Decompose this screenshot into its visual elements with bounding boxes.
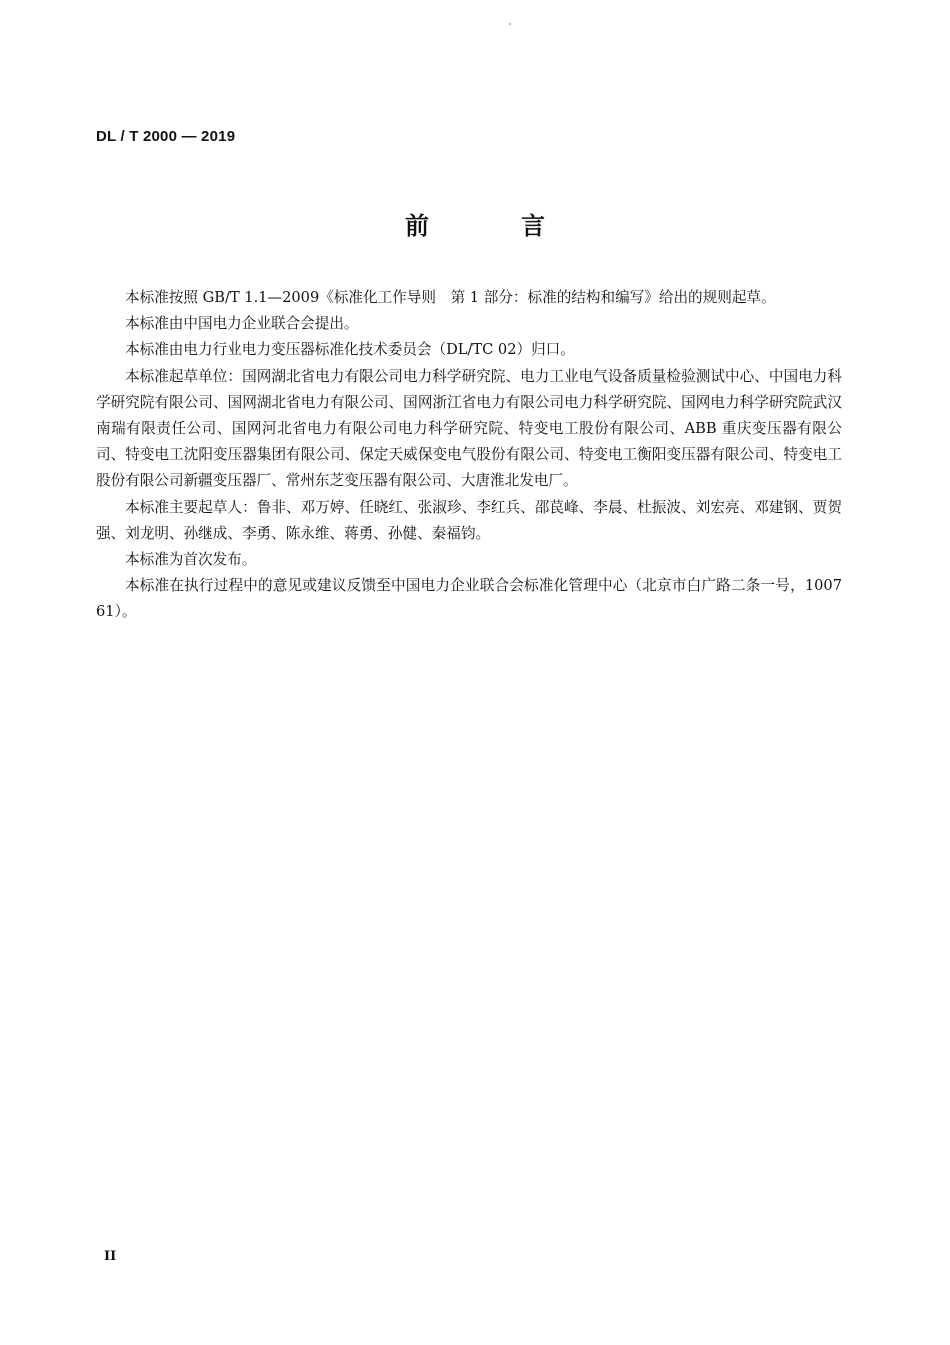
foreword-body [96, 285, 842, 626]
foreword-title: 前 言 [405, 212, 579, 240]
page-number: II [104, 1249, 117, 1264]
paragraph-main-drafters: 本标准主要起草人：鲁非、邓万婷、任晓红、张淑珍、李红兵、邵苠峰、李晨、杜振波、刘宏亮、邓建钢、贾贺强、刘龙明、孙继成、李勇、陈永维、蒋勇、孙健、秦福钧。 [96, 498, 842, 542]
paragraph-feedback: 本标准在执行过程中的意见或建议反馈至中国电力企业联合会标准化管理中心（北京市白广路二条一号，100761）。 [96, 577, 842, 621]
paragraph-proposer: 本标准由中国电力企业联合会提出。 [125, 315, 359, 333]
standard-number-header: DL / T 2000 — 2019 [96, 128, 236, 145]
paragraph-drafting-rules: 本标准按照 GB/T 1.1—2009《标准化工作导则 第 1 部分：标准的结构和编写》给出的规则起草。 [125, 289, 776, 306]
paragraph-technical-committee: 本标准由电力行业电力变压器标准化技术委员会（DL/TC 02）归口。 [125, 341, 575, 359]
paragraph-first-release: 本标准为首次发布。 [125, 551, 257, 569]
scan-artifact-dot [509, 23, 511, 25]
paragraph-drafting-units: 本标准起草单位：国网湖北省电力有限公司电力科学研究院、电力工业电气设备质量检验测试中心、中国电力科学研究院有限公司、国网湖北省电力有限公司、国网浙江省电力有限公司电力科学研究院、国网电力科学研究院武汉南瑞有限责任公司、国网河北省电力有限公司电力科学研究院、特变电工股份有限公司、ABB 重庆变压器有限公司、特变电工沈阳变压器集团有限公司、保定天威保变电气股份有限公司、特变电工衡阳变压器有限公司、特变电工股份有限公司新疆变压器厂、常州东芝变压器有限公司、大唐淮北发电厂。 [96, 367, 842, 490]
